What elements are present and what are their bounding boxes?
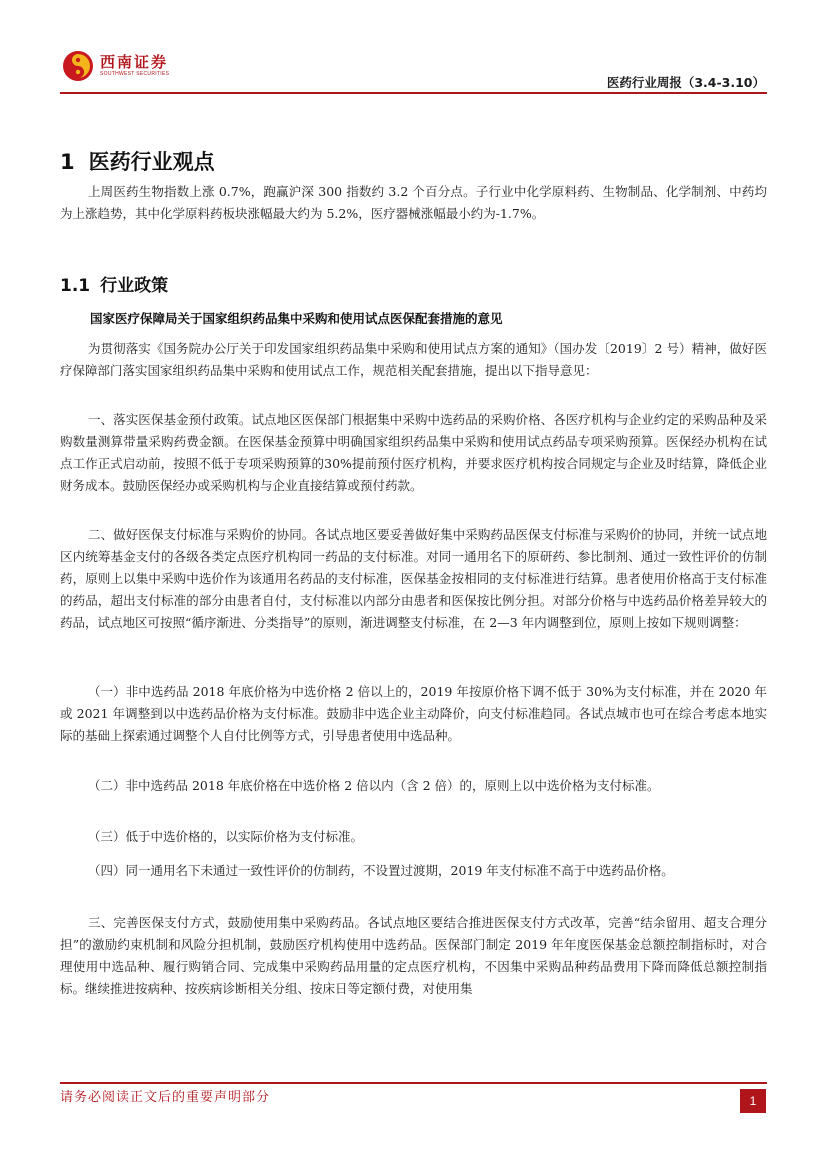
company-logo-icon (62, 50, 94, 82)
policy-paragraph-2-1: （一）非中选药品 2018 年底价格为中选价格 2 倍以上的，2019 年按原价格下调不低于 30%为支付标准，并在 2020 年或 2021 年调整到以中选药品价格为支付标准。鼓励非中选企业主动降价，向支付标准趋同。各试点城市也可在综合考虑本地实际的基础上探索通过调整个人自付比例等方式，引导患者使用中选品种。 (60, 684, 767, 743)
section-1-heading (60, 146, 215, 176)
policy-paragraph-3: 三、完善医保支付方式，鼓励使用集中采购药品。各试点地区要结合推进医保支付方式改革，完善“结余留用、超支合理分担”的激励约束机制和风险分担机制，鼓励医疗机构使用中选药品。医保部门制定 2019 年年度医保基金总额控制指标时，对合理使用中选品种、履行购销合同、完成集中采购药品用量的定点医疗机构，不因集中采购品种药品费用下降而降低总额控制指标。继续推进按病种、按疾病诊断相关分组、按床日等定额付费，对使用集 (60, 915, 767, 996)
footer-divider (60, 1082, 767, 1084)
section-1-1-heading (60, 271, 168, 296)
section-1-title: 医药行业观点 (88, 150, 215, 174)
section-1-paragraph: 上周医药生物指数上涨 0.7%，跑赢沪深 300 指数约 3.2 个百分点。子行业中化学原料药、生物制品、化学制剂、中药均为上涨趋势，其中化学原料药板块涨幅最大约为 5.2%，医疗器械涨幅最小约为-1.7%。 (60, 184, 767, 221)
company-logo (62, 50, 169, 82)
policy-paragraph-intro: 为贯彻落实《国务院办公厅关于印发国家组织药品集中采购和使用试点方案的通知》（国办发〔2019〕2 号）精神，做好医疗保障部门落实国家组织药品集中采购和使用试点工作，规范相关配套措施，提出以下指导意见： (60, 341, 767, 378)
logo-chinese-name: 西南证券 (100, 53, 169, 71)
policy-paragraph-2: 二、做好医保支付标准与采购价的协同。各试点地区要妥善做好集中采购药品医保支付标准与采购价的协同，并统一试点地区内统筹基金支付的各级各类定点医疗机构同一药品的支付标准。对同一通用名下的原研药、参比制剂、通过一致性评价的仿制药，原则上以集中采购中选价作为该通用名药品的支付标准，医保基金按相同的支付标准进行结算。患者使用价格高于支付标准的药品，超出支付标准的部分由患者自付，支付标准以内部分由患者和医保按比例分担。对部分价格与中选药品价格差异较大的药品，试点地区可按照“循序渐进、分类指导”的原则，渐进调整支付标准，在 2—3 年内调整到位，原则上按如下规则调整： (60, 527, 767, 630)
section-1-1-number: 1.1 (60, 276, 91, 296)
header-divider (60, 92, 767, 94)
policy-paragraph-2-3: （三）低于中选价格的，以实际价格为支付标准。 (88, 829, 364, 844)
page-number: 1 (740, 1089, 766, 1113)
section-1-number: 1 (60, 150, 75, 174)
policy-paragraph-2-4: （四）同一通用名下未通过一致性评价的仿制药，不设置过渡期，2019 年支付标准不高于中选药品价格。 (88, 863, 674, 878)
report-name: 医药行业周报（3.4-3.10） (606, 75, 765, 90)
section-1-1-title: 行业政策 (100, 276, 169, 296)
policy-paragraph-2-2: （二）非中选药品 2018 年底价格在中选价格 2 倍以内（含 2 倍）的，原则上以中选价格为支付标准。 (88, 778, 660, 793)
logo-english-name: SOUTHWEST SECURITIES (100, 71, 170, 77)
policy-paragraph-1: 一、落实医保基金预付政策。试点地区医保部门根据集中采购中选药品的采购价格、各医疗机构与企业约定的采购品种及采购数量测算带量采购药费金额。在医保基金预算中明确国家组织药品集中采购和使用试点药品专项采购预算。医保经办机构在试点工作正式启动前，按照不低于专项采购预算的30%提前预付医疗机构，并要求医疗机构按合同规定与企业及时结算，降低企业财务成本。鼓励医保经办或采购机构与企业直接结算或预付药款。 (60, 412, 767, 493)
footer-disclaimer-note: 请务必阅读正文后的重要声明部分 (60, 1090, 271, 1105)
page-header (0, 0, 827, 96)
policy-subtitle: 国家医疗保障局关于国家组织药品集中采购和使用试点医保配套措施的意见 (90, 311, 503, 326)
